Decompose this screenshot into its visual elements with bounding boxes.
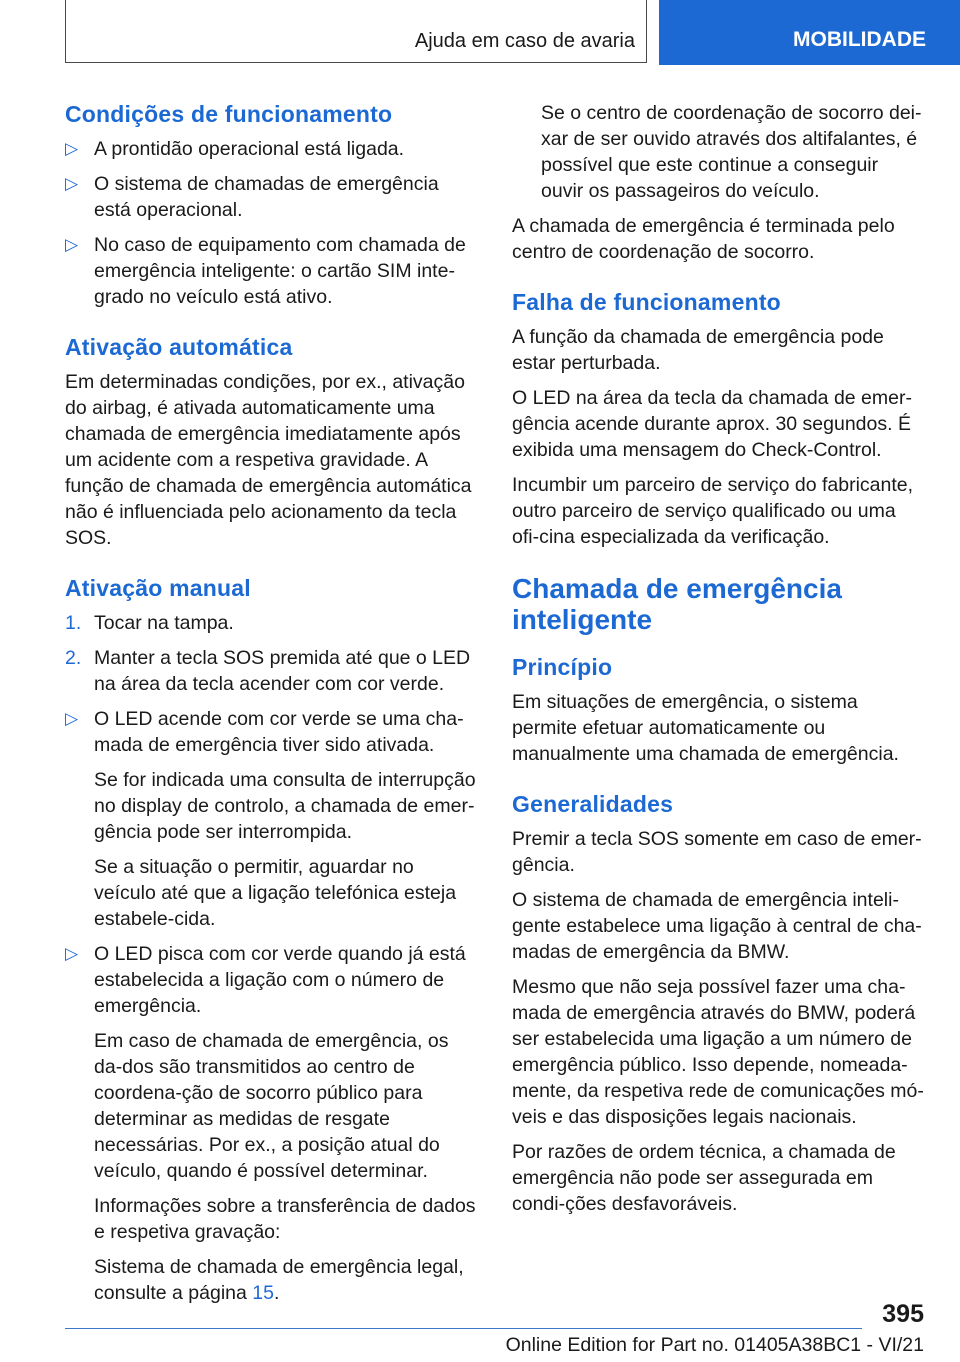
- paragraph: Informações sobre a transferência de dados e respetiva gravação:: [94, 1195, 476, 1243]
- left-column: [65, 100, 480, 1315]
- page-reference-link[interactable]: 15: [252, 1282, 274, 1304]
- step-item: 2. Manter a tecla SOS premida até que o LED na área da tecla acender com cor verde.: [65, 647, 471, 695]
- paragraph: Mesmo que não seja possível fazer uma cha-mada de emergência através do BMW, poderá ser estabelecida uma ligação a um número de emergência público. Isso depende, nomeada-mente, da respetiva rede de comunicações mó-veis e das disposições legais nacionais.: [512, 976, 924, 1128]
- paragraph: Incumbir um parceiro de serviço do fabricante, outro parceiro de serviço qualificado ou uma ofi-cina especializada da verificação.: [512, 474, 914, 548]
- paragraph: O sistema de chamada de emergência inteli-gente estabelece uma ligação à central de cha-madas de emergência da BMW.: [512, 889, 922, 963]
- section-title-malfunction: Falha de funcionamento: [512, 289, 781, 315]
- paragraph: A chamada de emergência é terminada pelo centro de coordenação de socorro.: [512, 215, 895, 263]
- footer-divider: [65, 1328, 862, 1329]
- paragraph: Por razões de ordem técnica, a chamada de emergência não pode ser assegurada em condi-ções desfavoráveis.: [512, 1141, 896, 1215]
- list-item: ▷ O LED acende com cor verde se uma cha-mada de emergência tiver sido ativada.: [65, 708, 464, 756]
- section-title-manual: Ativação manual: [65, 575, 251, 601]
- triangle-bullet-icon: ▷: [65, 139, 79, 158]
- paragraph: O LED na área da tecla da chamada de emer-gência acende durante aprox. 30 segundos. É exibida uma mensagem do Check-Control.: [512, 387, 912, 461]
- paragraph: Sistema de chamada de emergência legal, consulte a página 15.: [94, 1256, 464, 1304]
- list-item: ▷ O LED pisca com cor verde quando já está estabelecida a ligação com o número de emergência.: [65, 943, 466, 1017]
- paragraph: Se for indicada uma consulta de interrupção no display de controlo, a chamada de emer-gência pode ser interrompida.: [94, 769, 476, 843]
- section-title-principle: Princípio: [512, 654, 613, 680]
- paragraph: Premir a tecla SOS somente em caso de emer-gência.: [512, 828, 922, 876]
- paragraph: A função da chamada de emergência pode estar perturbada.: [512, 326, 884, 374]
- triangle-bullet-icon: ▷: [65, 174, 79, 193]
- step-number: 2.: [65, 647, 82, 669]
- footer-edition: Online Edition for Part no. 01405A38BC1 - VI/21: [505, 1334, 924, 1356]
- triangle-bullet-icon: ▷: [65, 235, 79, 254]
- right-column: [512, 100, 925, 1226]
- chapter-title-smart-emergency-call: Chamada de emergência inteligente: [512, 573, 842, 635]
- triangle-bullet-icon: ▷: [65, 944, 79, 963]
- paragraph: Se o centro de coordenação de socorro dei-xar de ser ouvido através dos altifalantes, é possível que este continue a conseguir ouvir os passageiros do veículo.: [541, 102, 922, 202]
- header-chapter-tab[interactable]: MOBILIDADE: [659, 0, 960, 65]
- section-title-general: Generalidades: [512, 791, 674, 817]
- step-number: 1.: [65, 612, 82, 634]
- triangle-bullet-icon: ▷: [65, 709, 79, 728]
- paragraph: Em caso de chamada de emergência, os da-dos são transmitidos ao centro de coordena-ção de socorro público para determinar as medidas de resgate necessárias. Por ex., a posição atual do veículo, quando é possível determinar.: [94, 1030, 449, 1182]
- paragraph: Em situações de emergência, o sistema permite efetuar automaticamente ou manualmente uma chamada de emergência.: [512, 691, 899, 765]
- page-number: 395: [882, 1300, 924, 1328]
- header-section-title: Ajuda em caso de avaria: [414, 30, 635, 52]
- section-title-automatic: Ativação automática: [65, 334, 293, 360]
- list-item: ▷ O sistema de chamadas de emergência está operacional.: [65, 173, 439, 221]
- step-item: 1. Tocar na tampa.: [65, 612, 234, 634]
- paragraph: Em determinadas condições, por ex., ativação do airbag, é ativada automaticamente uma chamada de emergência imediatamente após um acidente com a respetiva gravidade. A função de chamada de emergência automática não é influenciada pelo acionamento da tecla SOS.: [65, 371, 472, 549]
- list-item: ▷ A prontidão operacional está ligada.: [65, 138, 405, 160]
- paragraph: Se a situação o permitir, aguardar no veículo até que a ligação telefónica esteja estabele-cida.: [94, 856, 457, 930]
- section-title-conditions: Condições de funcionamento: [65, 101, 393, 127]
- list-item: ▷ No caso de equipamento com chamada de emergência inteligente: o cartão SIM inte-grado no veículo está ativo.: [65, 234, 466, 308]
